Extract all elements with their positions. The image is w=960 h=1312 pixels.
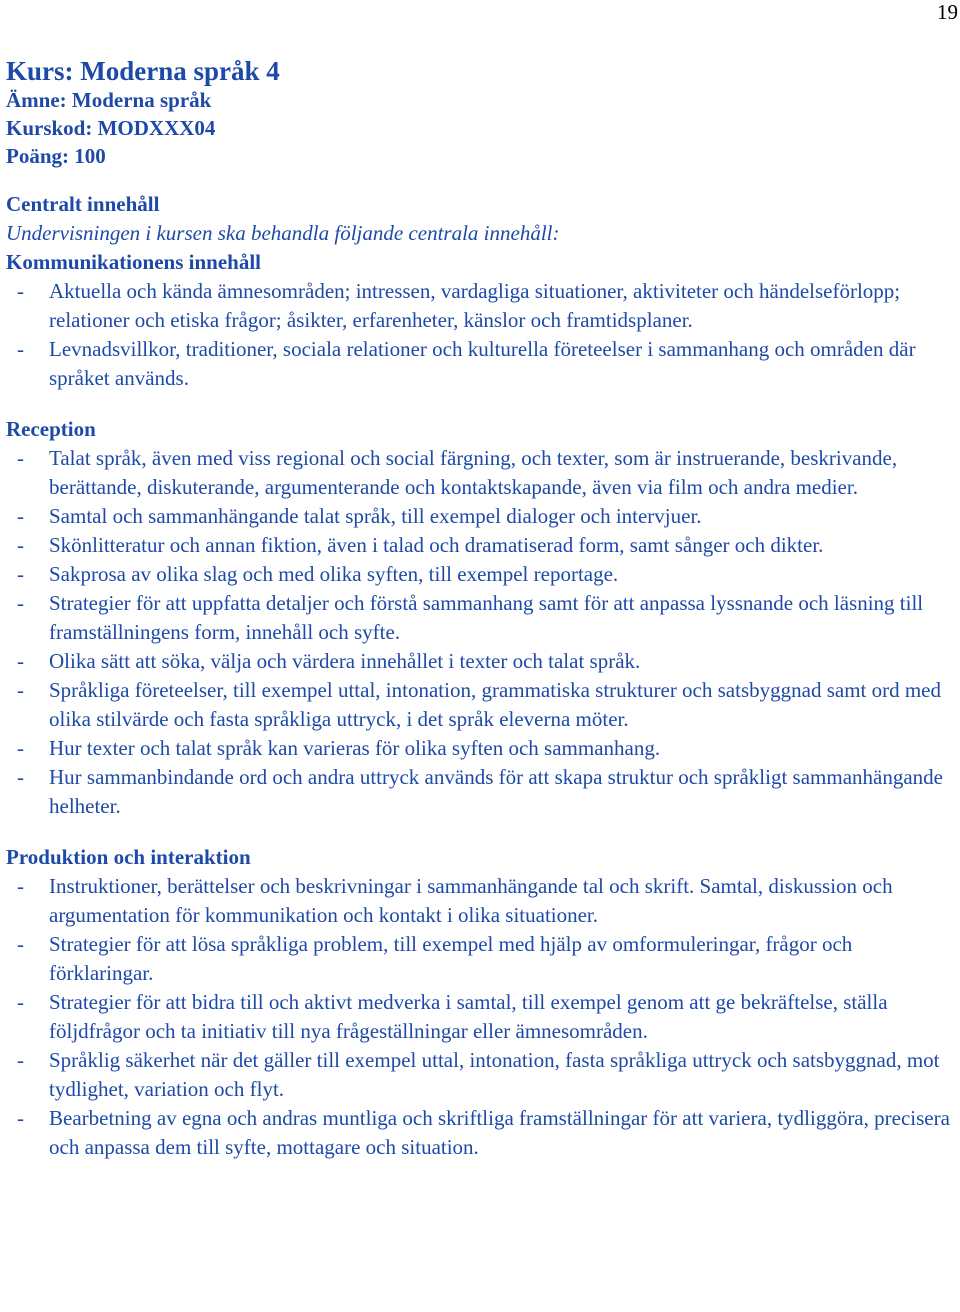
section-group [6,248,956,393]
dash-marker: - [17,990,24,1014]
list-item-text: Strategier för att lösa språkliga problem, till exempel med hjälp av omformuleringar, frågor och förklaringar. [49,932,853,985]
list-item [6,531,956,560]
dash-marker: - [17,736,24,760]
dash-marker: - [17,591,24,615]
course-points: Poäng: 100 [6,144,106,168]
list-item [6,502,956,531]
dash-marker: - [17,932,24,956]
page-number: 19 [937,0,958,24]
dash-marker: - [17,765,24,789]
list-item-text: Hur sammanbindande ord och andra uttryck används för att skapa struktur och språkligt sammanhängande helheter. [49,765,943,818]
list-item-text: Strategier för att bidra till och aktivt medverka i samtal, till exempel genom att ge bekräftelse, ställa följdfrågor och ta initiativ till nya frågeställningar eller ämnesområden. [49,990,888,1043]
list-item [6,1046,956,1104]
course-title: Kurs: Moderna språk 4 [6,56,280,86]
bullet-list [6,872,956,1162]
bullet-list [6,444,956,821]
list-item-text: Språkliga företeelser, till exempel uttal, intonation, grammatiska strukturer och satsbyggnad samt ord med olika stilvärde och fasta språkliga uttryck, i det språk eleverna möter. [49,678,942,731]
dash-marker: - [17,533,24,557]
list-item [6,444,956,502]
list-item [6,930,956,988]
dash-marker: - [17,649,24,673]
list-item [6,335,956,393]
list-item [6,277,956,335]
list-item [6,734,956,763]
list-item [6,676,956,734]
list-item-text: Levnadsvillkor, traditioner, sociala relationer och kulturella företeelser i sammanhang och områden där språket används. [49,337,916,390]
course-header [6,56,956,170]
bullet-list [6,277,956,393]
central-content-heading: Centralt innehåll [6,192,160,216]
section-group [6,843,956,1162]
dash-marker: - [17,678,24,702]
dash-marker: - [17,504,24,528]
dash-marker: - [17,1048,24,1072]
list-item-text: Olika sätt att söka, välja och värdera innehållet i texter och talat språk. [49,649,641,673]
list-item-text: Instruktioner, berättelser och beskrivningar i sammanhängande tal och skrift. Samtal, diskussion och argumentation för kommunikation och kontakt i olika situationer. [49,874,893,927]
list-item-text: Sakprosa av olika slag och med olika syften, till exempel reportage. [49,562,619,586]
section-heading: Reception [6,417,96,441]
list-item-text: Språklig säkerhet när det gäller till exempel uttal, intonation, fasta språkliga uttryck och satsbyggnad, mot tydlighet, variation och flyt. [49,1048,940,1101]
section-heading: Kommunikationens innehåll [6,250,261,274]
list-item-text: Strategier för att uppfatta detaljer och förstå sammanhang samt för att anpassa lyssnande och läsning till framställningens form, innehåll och syfte. [49,591,924,644]
list-item [6,647,956,676]
dash-marker: - [17,446,24,470]
dash-marker: - [17,337,24,361]
list-item-text: Hur texter och talat språk kan varieras för olika syften och sammanhang. [49,736,661,760]
list-item-text: Skönlitteratur och annan fiktion, även i talad och dramatiserad form, samt sånger och dikter. [49,533,824,557]
course-subject: Ämne: Moderna språk [6,88,212,112]
central-content-intro: Undervisningen i kursen ska behandla följande centrala innehåll: [6,221,560,245]
list-item [6,872,956,930]
dash-marker: - [17,562,24,586]
list-item-text: Samtal och sammanhängande talat språk, till exempel dialoger och intervjuer. [49,504,702,528]
list-item [6,1104,956,1162]
dash-marker: - [17,874,24,898]
list-item-text: Aktuella och kända ämnesområden; intressen, vardagliga situationer, aktiviteter och händelseförlopp; relationer och etiska frågor; åsikter, erfarenheter, känslor och framtidsplaner. [49,279,901,332]
list-item-text: Bearbetning av egna och andras muntliga och skriftliga framställningar för att variera, tydliggöra, precisera och anpassa dem till syfte, mottagare och situation. [49,1106,950,1159]
course-code: Kurskod: MODXXX04 [6,116,216,140]
list-item-text: Talat språk, även med viss regional och social färgning, och texter, som är instruerande, beskrivande, berättande, diskuterande, argumenterande och kontaktskapande, även via film och andra medier. [49,446,898,499]
list-item [6,560,956,589]
section-group [6,415,956,821]
document-body [6,56,956,1184]
list-item [6,988,956,1046]
content-sections [6,248,956,1162]
dash-marker: - [17,279,24,303]
section-heading: Produktion och interaktion [6,845,251,869]
list-item [6,589,956,647]
dash-marker: - [17,1106,24,1130]
list-item [6,763,956,821]
